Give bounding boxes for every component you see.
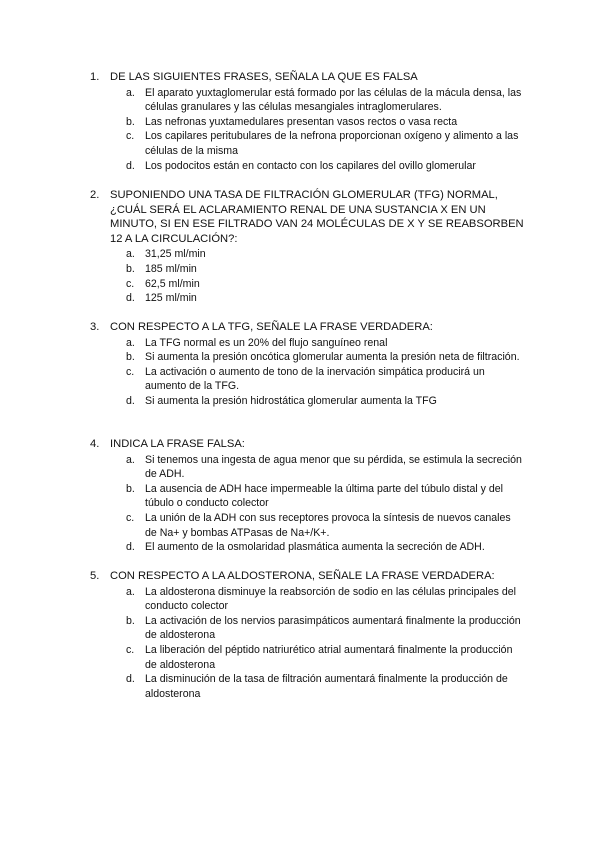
option-letter: c. [126,511,135,524]
option-text: 31,25 ml/min [145,248,206,261]
option-letter: b. [126,482,135,495]
option-b [0,262,600,277]
option-letter: d. [126,292,135,305]
option-letter: a. [126,336,135,349]
option-list [0,247,600,305]
question-1 [0,70,600,173]
option-a [0,585,600,614]
question-text: SUPONIENDO UNA TASA DE FILTRACIÓN GLOMERULAR (TFG) NORMAL, ¿CUÁL SERÁ EL ACLARAMIENTO RENAL DE UNA SUSTANCIA X EN UN MINUTO, SI EN ESE FILTRADO VAN 24 MOLÉCULAS DE X Y SE REABSORBEN 12 A LA CIRCULACIÓN?: [110,189,524,245]
question-2 [0,188,600,306]
option-text: La TFG normal es un 20% del flujo sanguíneo renal [145,336,388,349]
option-d [0,672,600,701]
option-c [0,365,600,394]
option-letter: d. [126,673,135,686]
option-text: El aparato yuxtaglomerular está formado por las células de la mácula densa, las células granulares y las células mesangiales intraglomerulares. [145,86,522,114]
question-number: 3. [90,321,100,333]
question-number: 4. [90,438,100,450]
option-letter: b. [126,115,135,128]
question-header [0,320,600,335]
option-text: La liberación del péptido natriurético atrial aumentará finalmente la producción de aldosterona [145,643,513,671]
question-text: INDICA LA FRASE FALSA: [110,438,245,450]
question-text: CON RESPECTO A LA TFG, SEÑALE LA FRASE VERDADERA: [110,321,433,333]
question-text: CON RESPECTO A LA ALDOSTERONA, SEÑALE LA FRASE VERDADERA: [110,570,495,582]
option-letter: c. [126,277,135,290]
option-text: La ausencia de ADH hace impermeable la última parte del túbulo distal y del túbulo o conducto colector [145,482,504,510]
question-number: 5. [90,570,100,582]
option-text: La aldosterona disminuye la reabsorción de sodio en las células principales del conducto colector [145,585,517,613]
option-list [0,453,600,555]
option-text: Los capilares peritubulares de la nefrona proporcionan oxígeno y alimento a las células de la misma [145,130,519,157]
option-letter: d. [126,159,135,172]
question-header [0,188,600,246]
option-d [0,159,600,174]
option-list [0,86,600,174]
option-letter: a. [126,453,135,466]
option-a [0,247,600,262]
option-text: Si aumenta la presión oncótica glomerular aumenta la presión neta de filtración. [145,351,520,364]
option-text: 185 ml/min [145,262,197,275]
option-letter: c. [126,365,135,378]
option-a [0,86,600,115]
option-letter: d. [126,394,135,407]
option-c [0,511,600,540]
option-letter: c. [126,643,135,656]
option-list [0,336,600,409]
option-text: La activación o aumento de tono de la inervación simpática producirá un aumento de la TFG. [145,365,485,393]
option-letter: c. [126,130,135,143]
option-text: 125 ml/min [145,292,197,305]
option-text: Si tenemos una ingesta de agua menor que su pérdida, se estimula la secreción de ADH. [145,453,522,481]
option-letter: a. [126,86,135,99]
option-text: La unión de la ADH con sus receptores provoca la síntesis de nuevos canales de Na+ y bombas ATPasas de Na+/K+. [145,511,511,539]
option-c [0,277,600,292]
option-c [0,643,600,672]
question-number: 2. [90,189,100,201]
option-letter: b. [126,614,135,627]
question-text: DE LAS SIGUIENTES FRASES, SEÑALA LA QUE ES FALSA [110,71,418,83]
option-d [0,540,600,555]
option-text: El aumento de la osmolaridad plasmática aumenta la secreción de ADH. [145,541,485,554]
option-letter: d. [126,541,135,554]
option-text: La activación de los nervios parasimpáticos aumentará finalmente la producción de aldosterona [145,614,521,642]
option-a [0,453,600,482]
option-text: 62,5 ml/min [145,277,200,290]
option-letter: b. [126,262,135,275]
option-a [0,336,600,351]
question-header [0,569,600,584]
question-number: 1. [90,71,100,83]
question-3 [0,320,600,409]
question-4 [0,437,600,555]
question-header [0,437,600,452]
option-d [0,394,600,409]
question-5 [0,569,600,701]
option-d [0,291,600,306]
option-c [0,129,600,158]
option-list [0,585,600,702]
option-letter: b. [126,351,135,364]
option-letter: a. [126,585,135,598]
option-text: Los podocitos están en contacto con los capilares del ovillo glomerular [145,159,476,172]
option-b [0,614,600,643]
option-text: Las nefronas yuxtamedulares presentan vasos rectos o vasa recta [145,115,458,128]
option-text: Si aumenta la presión hidrostática glomerular aumenta la TFG [145,394,437,407]
option-text: La disminución de la tasa de filtración aumentará finalmente la producción de aldosterona [145,673,508,700]
option-b [0,482,600,511]
option-letter: a. [126,248,135,261]
question-header [0,70,600,85]
option-b [0,350,600,365]
option-b [0,115,600,130]
